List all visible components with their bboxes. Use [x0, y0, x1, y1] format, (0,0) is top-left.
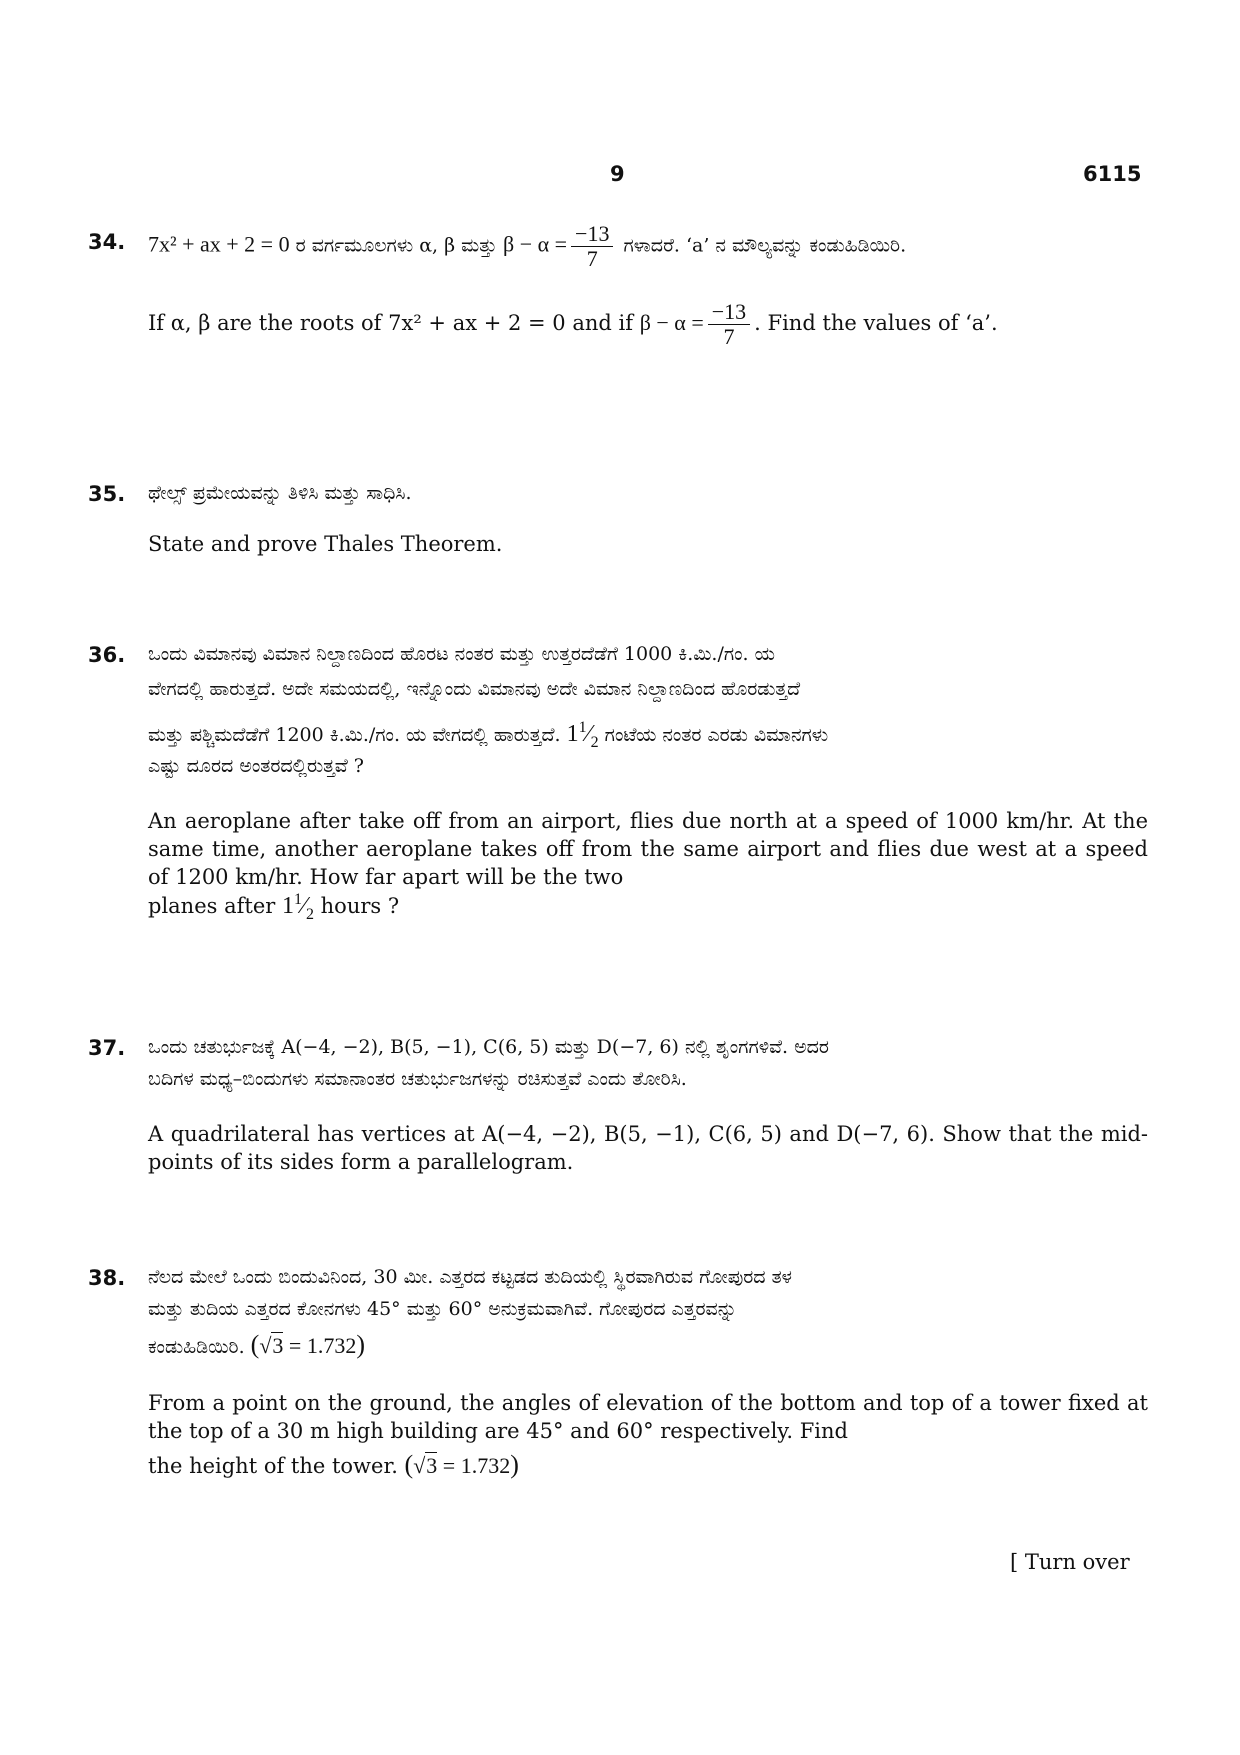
square-root: √3 [259, 1333, 284, 1358]
question-text-english: If α, β are the roots of 7x² + ax + 2 = 0 and if β − α = $\frac{-13}{7}$ . Find the values of ‘a’. [148, 299, 998, 349]
question-number: 38. [88, 1266, 126, 1290]
question-number: 36. [88, 643, 126, 667]
question-number: 34. [88, 230, 126, 254]
question-text-kannada-line-2: ಬದಿಗಳ ಮಧ್ಯ–ಬಿಂದುಗಳು ಸಮಾನಾಂತರ ಚತುರ್ಭುಜಗಳನ್ನು ರಚಿಸುತ್ತವೆ ಎಂದು ತೋರಿಸಿ. [148, 1068, 687, 1090]
page-number: 9 [610, 162, 625, 186]
question-text-english-last: planes after $1^1⁄_2$ hours ? [148, 891, 400, 923]
question-text-english: State and prove Thales Theorem. [148, 532, 503, 556]
question-text-kannada-line-1: ಒಂದು ವಿಮಾನವು ವಿಮಾನ ನಿಲ್ದಾಣದಿಂದ ಹೊರಟ ನಂತರ ಮತ್ತು ಉತ್ತರದೆಡೆಗೆ 1000 ಕಿ.ಮಿ./ಗಂ. ಯ [148, 643, 775, 665]
question-text-english: From a point on the ground, the angles of elevation of the bottom and top of a tower fixed at the top of a 30 m high building are 45° and 60° respectively. Find [148, 1391, 1148, 1443]
question-text-kannada-line-3: ಕಂಡುಹಿಡಿಯಿರಿ. (√3 = 1.732) [148, 1330, 365, 1359]
fraction: $\frac{-13}{7}$ [571, 222, 613, 271]
question-number: 37. [88, 1036, 126, 1060]
question-text-kannada-line-3: ಮತ್ತು ಪಶ್ಚಿಮದೆಡೆಗೆ 1200 ಕಿ.ಮಿ./ಗಂ. ಯ ವೇಗದಲ್ಲಿ ಹಾರುತ್ತದೆ. $1^1⁄_2$ ಗಂಟೆಯ ನಂತರ ಎರಡು ವಿಮಾನಗಳು [148, 719, 829, 751]
question-text-kannada-line-1: ಒಂದು ಚತುರ್ಭುಜಕ್ಕೆ A(−4, −2), B(5, −1), C(6, 5) ಮತ್ತು D(−7, 6) ನಲ್ಲಿ ಶೃಂಗಗಳಿವೆ. ಅದರ [148, 1036, 829, 1058]
question-text-kannada: ಥೇಲ್ಸ್ ಪ್ರಮೇಯವನ್ನು ತಿಳಿಸಿ ಮತ್ತು ಸಾಧಿಸಿ. [148, 482, 412, 504]
question-text-english: A quadrilateral has vertices at A(−4, −2), B(5, −1), C(6, 5) and D(−7, 6). Show that the mid-points of its sides form a parallelogram. [148, 1122, 1148, 1174]
fraction: $\frac{-13}{7}$ [708, 300, 750, 349]
mixed-fraction: $1^1⁄_2$ [566, 719, 599, 751]
question-number: 35. [88, 482, 126, 506]
mixed-fraction: $1^1⁄_2$ [281, 891, 314, 923]
square-root: √3 [413, 1453, 438, 1478]
question-text-english-last: the height of the tower. (√3 = 1.732) [148, 1450, 519, 1479]
question-text-kannada-line-1: ನೆಲದ ಮೇಲೆ ಒಂದು ಬಿಂದುವಿನಿಂದ, 30 ಮೀ. ಎತ್ತರದ ಕಟ್ಟಡದ ತುದಿಯಲ್ಲಿ ಸ್ಥಿರವಾಗಿರುವ ಗೋಪುರದ ತಳ [148, 1266, 792, 1288]
question-text-kannada-line-4: ಎಷ್ಟು ದೂರದ ಅಂತರದಲ್ಲಿರುತ್ತವೆ ? [148, 755, 364, 777]
question-text-kannada: 7x² + ax + 2 = 0 ರ ವರ್ಗಮೂಲಗಳು α, β ಮತ್ತು β − α = $\frac{-13}{7}$ ಗಳಾದರೆ. ‘a’ ನ ಮೌಲ್ಯವನ್ನು ಕಂಡುಹಿಡಿಯಿರಿ. [148, 221, 907, 271]
question-text-kannada-line-2: ಮತ್ತು ತುದಿಯ ಎತ್ತರದ ಕೋನಗಳು 45° ಮತ್ತು 60° ಅನುಕ್ರಮವಾಗಿವೆ. ಗೋಪುರದ ಎತ್ತರವನ್ನು [148, 1298, 737, 1320]
paper-code: 6115 [1083, 162, 1142, 186]
turn-over-note: [ Turn over [1010, 1550, 1130, 1574]
question-text-english: An aeroplane after take off from an airport, flies due north at a speed of 1000 km/hr. At the same time, another aeroplane takes off from the same airport and flies due west at a speed of 1200 km/hr. How far apart will be the two [148, 809, 1148, 889]
question-text-kannada-line-2: ವೇಗದಲ್ಲಿ ಹಾರುತ್ತದೆ. ಅದೇ ಸಮಯದಲ್ಲಿ, ಇನ್ನೊಂದು ವಿಮಾನವು ಅದೇ ವಿಮಾನ ನಿಲ್ದಾಣದಿಂದ ಹೊರಡುತ್ತದೆ [148, 678, 801, 700]
